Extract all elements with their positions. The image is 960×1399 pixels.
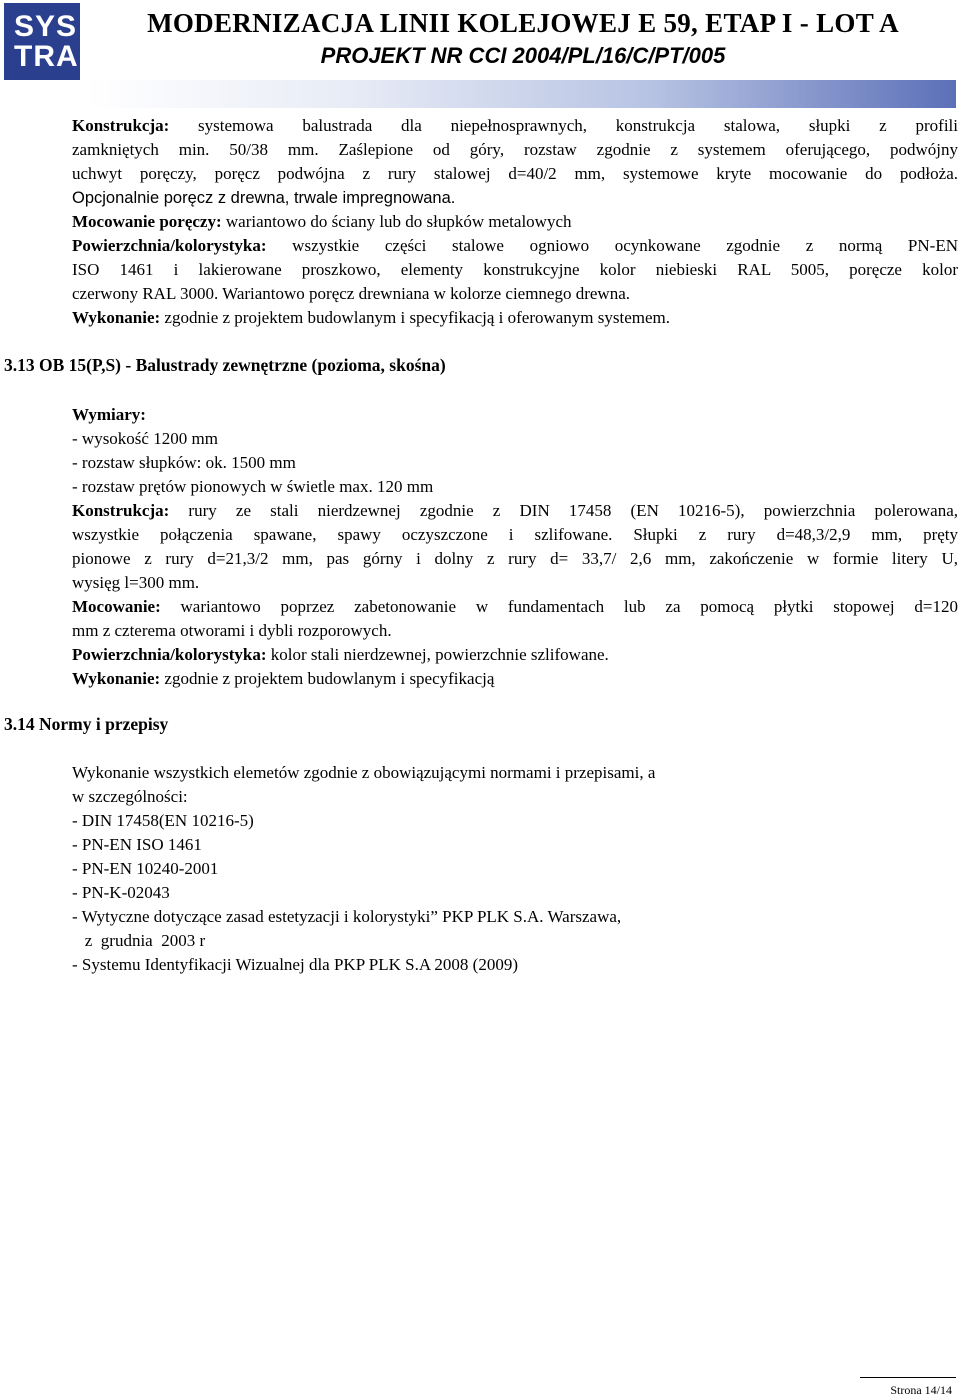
label-konstrukcja: Konstrukcja:: [72, 501, 170, 520]
paragraph-line: [72, 210, 958, 234]
text-mocowanie: wariantowo poprzez zabetonowanie w fundamentach lub za pomocą płytki stopowej d=120: [160, 597, 958, 616]
dims-label: [72, 403, 958, 427]
label-powierzchnia: Powierzchnia/kolorystyka:: [72, 236, 267, 255]
paragraph-line: [72, 306, 958, 330]
section-heading-3-14: 3.14 Normy i przepisy: [4, 714, 169, 734]
text-konstrukcja: rury ze stali nierdzewnej zgodnie z DIN 17458 (EN 10216-5), powierzchnia polerowana,: [169, 501, 958, 520]
dimension-item: - rozstaw słupków: ok. 1500 mm: [72, 453, 296, 472]
page-number: Strona 14/14: [890, 1383, 952, 1397]
norm-item: - Systemu Identyfikacji Wizualnej dla PKP PLK S.A 2008 (2009): [72, 955, 518, 974]
paragraph-line: czerwony RAL 3000. Wariantowo poręcz drewniana w kolorze ciemnego drewna.: [72, 284, 631, 303]
norm-item: - PN-K-02043: [72, 883, 170, 902]
paragraph-line: ISO 1461 i lakierowane proszkowo, elementy konstrukcyjne kolor niebieski RAL 5005, poręcze kolor: [72, 260, 958, 279]
label-powierzchnia: Powierzchnia/kolorystyka:: [72, 645, 267, 664]
dimension-item: - rozstaw prętów pionowych w świetle max. 120 mm: [72, 477, 434, 496]
label-mocowanie-poreczy: Mocowanie poręczy:: [72, 212, 222, 231]
document-title: MODERNIZACJA LINII KOLEJOWEJ E 59, ETAP I - LOT A: [147, 8, 899, 38]
project-number: PROJEKT NR CCI 2004/PL/16/C/PT/005: [320, 43, 726, 68]
paragraph-line: Opcjonalnie poręcz z drewna, trwale impregnowana.: [72, 189, 456, 207]
label-wykonanie: Wykonanie:: [72, 669, 161, 688]
paragraph-line: Wykonanie wszystkich elemetów zgodnie z obowiązującymi normami i przepisami, a: [72, 763, 656, 782]
norm-item: - PN-EN ISO 1461: [72, 835, 202, 854]
paragraph-line: mm z czterema otworami i dybli rozporowych.: [72, 621, 392, 640]
section-continuation: [72, 114, 958, 330]
text-powierzchnia: kolor stali nierdzewnej, powierzchnie szlifowane.: [266, 645, 609, 664]
label-konstrukcja: Konstrukcja:: [72, 116, 170, 135]
dimension-item: - wysokość 1200 mm: [72, 429, 218, 448]
paragraph-line: [72, 234, 958, 258]
paragraph-line: [72, 499, 958, 523]
logo-text-bottom: TRA: [14, 39, 79, 73]
norm-item: - Wytyczne dotyczące zasad estetyzacji i kolorystyki” PKP PLK S.A. Warszawa,: [72, 907, 622, 926]
paragraph-line: pionowe z rury d=21,3/2 mm, pas górny i dolny z rury d= 33,7/ 2,6 mm, zakończenie w formie litery U,: [72, 549, 958, 568]
paragraph-line: zamkniętych min. 50/38 mm. Zaślepione od góry, rozstaw zgodnie z systemem oferującego, podwójny: [72, 140, 958, 159]
section-3-13-body: [72, 403, 958, 691]
text-wykonanie: zgodnie z projektem budowlanym i specyfikacją: [160, 669, 495, 688]
text-powierzchnia: wszystkie części stalowe ogniowo ocynkowane zgodnie z normą PN-EN: [266, 236, 958, 255]
paragraph-line: [72, 643, 958, 667]
text-wykonanie: zgodnie z projektem budowlanym i specyfikacją i oferowanym systemem.: [160, 308, 671, 327]
footer-rule: [860, 1377, 956, 1378]
paragraph-line: [72, 667, 958, 691]
norm-item: - PN-EN 10240-2001: [72, 859, 219, 878]
paragraph-line: [72, 114, 958, 138]
label-wykonanie: Wykonanie:: [72, 308, 161, 327]
text-konstrukcja: systemowa balustrada dla niepełnosprawnych, konstrukcja stalowa, słupki z profili: [169, 116, 958, 135]
section-heading-3-13: 3.13 OB 15(P,S) - Balustrady zewnętrzne (pozioma, skośna): [4, 355, 446, 375]
section-3-14-body: [72, 761, 958, 977]
logo-text-top: SYS: [14, 9, 78, 43]
paragraph-line: uchwyt poręczy, poręcz podwójna z rury stalowej d=40/2 mm, systemowe kryte mocowanie do podłoża.: [72, 164, 958, 183]
header-gradient-bar: [86, 80, 956, 108]
norm-item: - DIN 17458(EN 10216-5): [72, 811, 254, 830]
label-wymiary: Wymiary:: [72, 405, 146, 424]
paragraph-line: wszystkie połączenia spawane, spawy oczyszczone i szlifowane. Słupki z rury d=48,3/2,9 mm, pręty: [72, 525, 958, 544]
paragraph-line: w szczególności:: [72, 787, 188, 806]
systra-logo: [4, 3, 80, 80]
norm-item: z grudnia 2003 r: [72, 931, 206, 950]
paragraph-line: wysięg l=300 mm.: [72, 573, 200, 592]
text-mocowanie-poreczy: wariantowo do ściany lub do słupków metalowych: [221, 212, 572, 231]
label-mocowanie: Mocowanie:: [72, 597, 161, 616]
paragraph-line: [72, 595, 958, 619]
